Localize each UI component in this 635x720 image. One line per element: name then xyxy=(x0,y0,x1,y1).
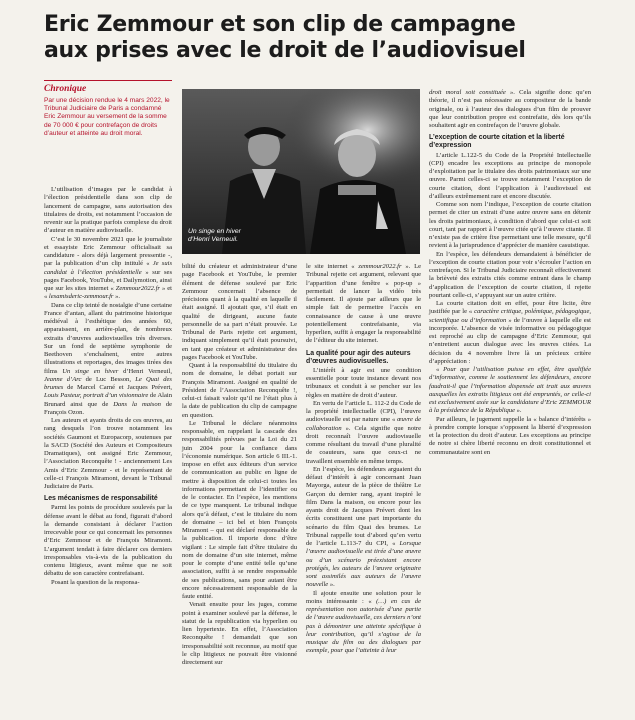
article-column-2 xyxy=(182,263,297,667)
article-column-3 xyxy=(306,263,421,656)
paragraph: Parmi les points de procédure soulevés par la défense avant le débat au fond, figurait d’abord la demande consistant à déclarer l’action irrecevable pour ce qui concernait les personnes d’Eric Zemmour et de François Miramont. L’argument tendait à faire déclarer ces derniers irresponsables vis-à-vis de la publication du contenu litigieux, avant même que ne soit débattu de son caractère contrefaisant. xyxy=(44,504,172,578)
paragraph: Il ajoute ensuite une solution pour le moins intéressante : « (…) en cas de représentation non autorisée d’une partie de l’œuvre audiovisuelle, ces derniers n’ont pas à démontrer une atteinte spécifique à leur contribution, qu’il s’agisse de la musique du film ou des dialogues par exemple, pour que l’atteinte à leur xyxy=(306,589,421,655)
paragraph: le site internet « zemmour2022.fr ». Le Tribunal rejette cet argument, relevant que l’apparition d’une fenêtre « pop-up » permettait de lancer la vidéo très facilement. Il ajoute par ailleurs que le simple fait de permettre l’accès en connaissance de cause à une œuvre potentiellement contrefaisante, via hyperlien, suffit à engager la responsabilité de l’éditeur du site internet. xyxy=(306,263,421,345)
rubrique-label: Chronique xyxy=(44,84,87,94)
film-still-photo xyxy=(182,89,420,254)
section-heading: L’exception de courte citation et la liberté d’expression xyxy=(429,134,565,150)
paragraph: C’est le 30 novembre 2021 que le journaliste et essayiste Eric Zemmour officialisait sa candidature - alors déjà largement pressentie -, par la publication d’un clip intitulé « Je suis candidat à l’élection présidentielle » sur ses pages Facebook, YouTube, et Dailymotion, ainsi que sur les sites internet « Zemmour2022.fr » et « lesamisderic-zemmour.fr ». xyxy=(44,235,173,301)
paragraph: L’intérêt à agir est une condition essentielle pour toute instance devant nos tribunaux et conduit à se pencher sur les règles en matière de droit d’auteur. xyxy=(306,366,421,399)
paragraph: Comme son nom l’indique, l’exception de courte citation permet de citer un extrait d’une autre œuvre sans en détenir les droits patrimoniaux, à condition d’abord que celui-ci soit court, tant par rapport à l’œuvre citée qu’à l’œuvre citante. Il n’existe pas de critère fixe permettant une telle mesure, qu’il revient à la jurisprudence d’apprécier de manière casuistique. xyxy=(429,201,591,250)
photo-caption-line-2: d’Henri Verneuil. xyxy=(188,236,238,243)
photo-caption xyxy=(188,228,241,244)
paragraph: « Pour que l’utilisation puisse en effet, être qualifiée d’informative, comme le soutiennent les défendeurs, encore faudrait-il que l’information dispensée ait trait aux œuvres auxquelles les extraits litigieux ont été empruntés, or celle-ci est exclusivement axée sur la candidature d’Eric ZEMMOUR à la présidence de la République ». xyxy=(429,366,591,415)
paragraph: Par ailleurs, le jugement rappelle la « balance d’intérêts » à prendre compte lorsque s’opposent la liberté d’expression et la protection du droit d’auteur. Les exceptions au principe de notre si chère liberté reconnu en droit constitutionnel et communautaire sont en xyxy=(429,415,591,456)
headline-line-2: aux prises avec le droit de l’audiovisuel xyxy=(44,38,526,63)
paragraph: Les auteurs et ayants droits de ces œuvres, au rang desquels l’on trouve notamment les sociétés Gaumont et Europacorp, soutenues par la SACD (Société des Auteurs et Compositeurs Dramatiques), ont assigné Eric Zemmour, l’Association Reconquête ! - anciennement Les Amis d’Eric Zemmour - et le représentant de celle-ci François Miramont, devant le Tribunal Judiciaire de Paris. xyxy=(44,417,172,490)
paragraph: En l’espèce, les défendeurs demandaient à bénéficier de l’exception de courte citation pour voir s’écrouler l’action en contrefaçon. Si le Tribunal Judiciaire reconnaît effectivement la brièveté des extraits cités comme entrant dans le champ d’application de l’exception de courte citation, il rejette pourtant celle-ci, s’appuyant sur un autre critère. xyxy=(429,250,591,299)
photo-caption-line-1: Un singe en hiver xyxy=(188,228,241,235)
section-heading: La qualité pour agir des auteurs d’œuvres audiovisuelles. xyxy=(306,349,411,365)
article-column-4 xyxy=(429,89,591,457)
headline xyxy=(44,12,604,64)
paragraph: bilité du créateur et administrateur d’une page Facebook et YouTube, le premier élément de défense soulevé par Eric Zemmour concernait l’absence de précisions quant à la qualité en laquelle il était assigné. Il ajoutait que, s’il était en qualité de dirigeant, aucune faute personnelle de sa part n’était prouvée. Le Tribunal de Paris rejette cet argument, indiquant simplement qu’il était poursuivi, en tant que créateur et administrateur des pages Facebook et YouTube. xyxy=(182,263,297,361)
paragraph: Posant la question de la responsa- xyxy=(51,578,140,586)
paragraph: En vertu de l’article L. 112-2 du Code de la propriété intellectuelle (CPI), l’œuvre audiovisuelle est par nature une « œuvre de collaboration ». Cela signifie que notre droit reconnaît l’œuvre audiovisuelle comme résultant du travail d’une pluralité de coauteurs, sans que ceux-ci ne travaillent ensemble en même temps. xyxy=(306,399,421,465)
paragraph: L’article L.122-5 du Code de la Propriété Intellectuelle (CPI) encadre les exceptions au principe de monopole d’exploitation par le titulaire des droits patrimoniaux sur une œuvre. Parmi celles-ci se trouve notamment l’exception de courte citation, dont l’application à l’audiovisuel est d’ailleurs extrêmement rare et encore discutée. xyxy=(429,151,591,200)
paragraph: La courte citation doit en effet, pour être licite, être justifiée par le « caractère critique, polémique, pédagogique, scientifique ou d’information » de l’œuvre à laquelle elle est incorporée. L’absence de visée informative ou pédagogique est reproché au clip de campagne d’Eric Zemmour, qui n’entretient aucun dialogue avec les œuvres citées. La décision du 4 novembre livre là un précieux critère d’appréciation : xyxy=(429,300,591,365)
article-column-1 xyxy=(44,186,172,587)
section-rule xyxy=(44,80,172,81)
paragraph: Le Tribunal le déclare néanmoins responsable, en rappelant la cascade des responsabilités prévues par la Loi du 21 juin 2004 pour la confiance dans l’économie numérique. Son article 6 III.-1. impose en effet aux éditeurs d’un service de communication au public en ligne de mettre à disposition de celui-ci toutes les informations permettant de l’identifier ou de le contacter. En l’espèce, les mentions de ce type manquent. Le tribunal indique alors qu’à défaut, c’est le titulaire du nom de domaine – ici bel et bien François Miramont – qui est déclaré responsable de la publication. Il importe donc d’être vigilant : Le simple fait d’être titulaire du nom de domaine d’un site internet, même pour le compte d’une entité telle qu’une association, suffit à se rendre responsable de ses publications, sans pour autant être encore nécessairement responsable de la faute entité. xyxy=(182,419,297,600)
paragraph: Quant à la responsabilité du titulaire du nom de domaine, le débat portait sur François Miramont. Assigné en qualité de Président de l’Association Reconquête !, celui-ci faisait valoir qu’il ne l’était plus à la date de publication du clip de campagne en question. xyxy=(182,362,297,419)
paragraph: droit moral soit constituée ». Cela signifie donc qu’en théorie, il n’est pas nécessaire au compositeur de la bande originale, ou à l’auteur des dialogues d’un film de prouver que leur contribution propre est contrefaite, dès lors qu’ils souhaitent agir en contrefaçon de l’œuvre globale. xyxy=(429,89,591,129)
headline-line-1: Eric Zemmour et son clip de campagne xyxy=(44,12,516,37)
section-heading: Les mécanismes de responsabilité xyxy=(44,495,158,503)
paragraph: L’utilisation d’images par le candidat à l’élection présidentielle dans son clip de lancement de campagne, sans autorisation des titulaires de droits, est notamment l’occasion de revenir sur la pratique parfois complexe du droit d’auteur en matière audiovisuelle. xyxy=(44,186,172,235)
paragraph: En l’espèce, les défendeurs arguaient du défaut d’intérêt à agir concernant Juan Mayorga, auteur de la pièce de théâtre Le Garçon du dernier rang, ayant inspiré le film Dans la maison, ou encore pour les ayants droit de Jacques Prévert dont les écrits constituent une part importante du scénario du film Quai des brumes. Le Tribunal rappelle tout d’abord qu’en vertu de l’article L.113-7 du CPI, « Lorsque l’œuvre audiovisuelle est tirée d’une œuvre ou d’un scénario préexistant encore protégés, les auteurs de l’œuvre originaire sont assimilés aux auteurs de l’œuvre nouvelle ». xyxy=(306,465,421,589)
paragraph: Dans ce clip teinté de nostalgie d’une certaine France d’antan, allant du patrimoine historique médiéval à l’esthétique des années 60, apparaissent, en arrière-plan, de nombreux extraits d’œuvres audiovisuelles très diverses. Sur un fond de septième symphonie de Beethoven s’enchaînent, entre autres illustrations et reportages, des images tirées des films Un singe en hiver d’Henri Verneuil, Jeanne d’Arc de Luc Besson, Le Quai des brumes de Marcel Carné et Jacques Prévert, Louis Pasteur, portrait d’un visionnaire de Alain Brunard ainsi que de Dans la maison de François Ozon. xyxy=(44,301,173,416)
paragraph: Venait ensuite pour les juges, comme point à examiner soulevé par la défense, le statut de la republication via hyperlien ou lien hypertexte. En effet, l’Association Reconquête ! demandait que son irresponsabilité soit reconnue, au motif que le clip litigieux ne pouvait être visionné directement sur xyxy=(182,601,297,666)
lead-paragraph: Par une décision rendue le 4 mars 2022, le Tribunal Judiciaire de Paris a condamné Eric Zemmour au versement de la somme de 70 000 € pour contrefaçon de droits d’auteur et atteinte au droit moral. xyxy=(44,97,170,137)
